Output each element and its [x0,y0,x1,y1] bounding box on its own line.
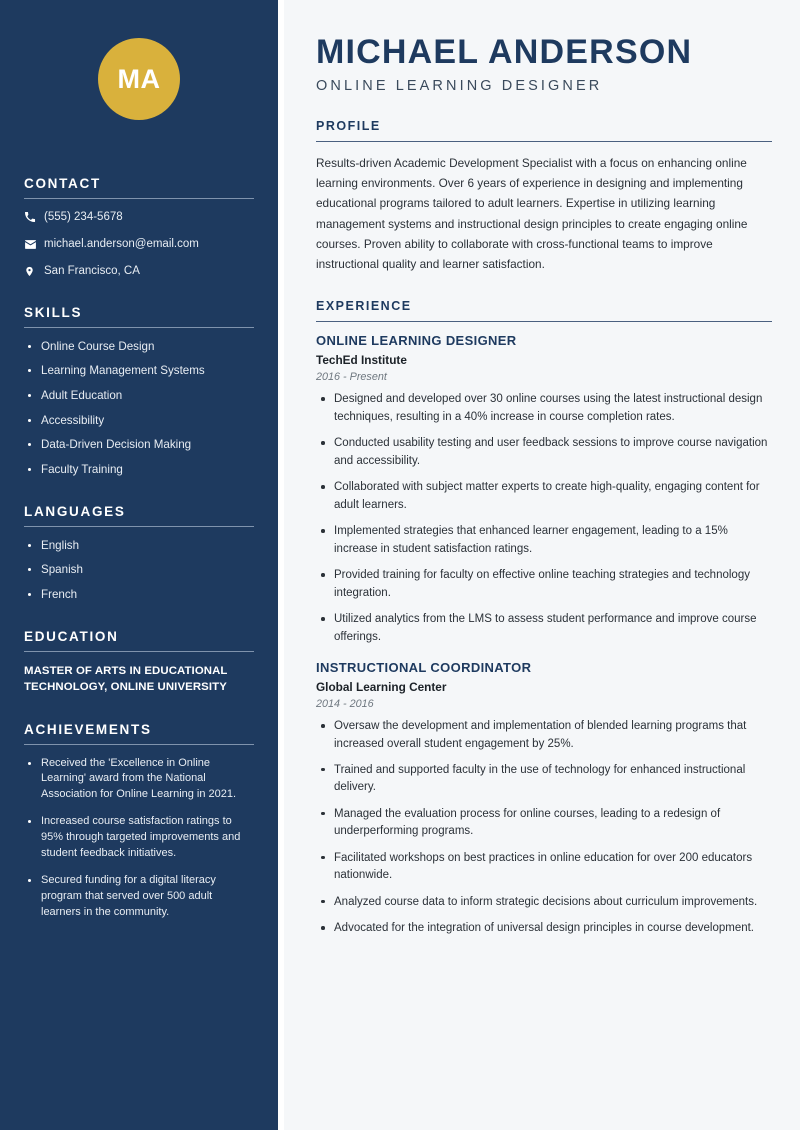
list-item: Trained and supported faculty in the use of technology for enhanced instructional delivery. [316,762,772,797]
list-item: Facilitated workshops on best practices in online education for over 200 educators nationwide. [316,850,772,885]
list-item: Received the 'Excellence in Online Learning' award from the National Association for Online Learning in 2021. [24,756,254,803]
profile-text: Results-driven Academic Development Specialist with a focus on enhancing online learning environments. Over 6 years of experience in designing and implementing educational programs tailored to adult learners. Expertise in utilizing learning management systems and instructional design principles to create engaging online courses. Proven ability to collaborate with cross-functional teams to improve instructional quality and learner satisfaction. [316,155,748,272]
job-title: INSTRUCTIONAL COORDINATOR [316,660,532,676]
experience-heading: EXPERIENCE [316,299,412,314]
contact-email[interactable] [24,237,254,252]
avatar [98,38,180,120]
contact-email-value: michael.anderson@email.com [44,237,199,250]
languages-list [24,538,254,603]
list-item: Faculty Training [24,462,254,478]
section-contact [24,176,254,279]
job-dates: 2014 - 2016 [316,698,374,711]
list-item: Analyzed course data to inform strategic decisions about curriculum improvements. [316,894,772,911]
skills-heading: SKILLS [24,304,83,320]
education-entry: MASTER OF ARTS IN EDUCATIONAL TECHNOLOGY, ONLINE UNIVERSITY [24,664,228,694]
list-item: Collaborated with subject matter experts to create high-quality, engaging content for adult learners. [316,479,772,514]
avatar-wrapper [24,0,254,130]
list-item: Adult Education [24,388,254,404]
section-skills [24,305,254,478]
experience-entry [316,333,772,646]
contact-heading: CONTACT [24,176,101,191]
sidebar [0,0,278,1130]
list-item: French [24,587,254,603]
phone-icon [24,211,44,223]
job-bullet-list [316,391,772,646]
section-experience [316,299,772,937]
achievements-list [24,756,254,920]
section-profile [316,119,772,275]
list-item: Advocated for the integration of universal design principles in course development. [316,920,772,937]
job-company: TechEd Institute [316,353,407,368]
list-item: Implemented strategies that enhanced learner engagement, leading to a 15% increase in student satisfaction ratings. [316,523,772,558]
profile-heading: PROFILE [316,118,381,133]
skills-list [24,339,254,478]
section-education [24,629,254,696]
job-company: Global Learning Center [316,680,447,695]
education-heading: EDUCATION [24,628,119,644]
contact-location[interactable] [24,264,254,279]
list-item: Designed and developed over 30 online courses using the latest instructional design techniques, resulting in a 40% increase in course completion rates. [316,391,772,426]
job-title: ONLINE LEARNING DESIGNER [316,333,517,349]
contact-phone-value: (555) 234-5678 [44,211,123,223]
list-item: Conducted usability testing and user feedback sessions to improve course navigation and accessibility. [316,435,772,470]
experience-entry [316,660,772,938]
list-item: Utilized analytics from the LMS to assess student performance and improve course offerings. [316,611,772,646]
envelope-icon [24,238,44,251]
list-item: Provided training for faculty on effective online teaching strategies and technology integration. [316,567,772,602]
contact-location-value: San Francisco, CA [44,264,140,277]
section-achievements [24,722,254,920]
map-pin-icon [24,265,44,278]
job-dates: 2016 - Present [316,371,387,384]
list-item: Spanish [24,562,254,578]
job-subtitle: ONLINE LEARNING DESIGNER [316,77,603,94]
languages-heading: LANGUAGES [24,503,126,519]
job-bullet-list [316,718,772,938]
avatar-initials: MA [117,63,161,94]
list-item: Secured funding for a digital literacy program that served over 500 adult learners in the community. [24,873,254,920]
education-divider [24,651,254,652]
page-title: MICHAEL ANDERSON [316,33,693,71]
list-item: Online Course Design [24,339,254,355]
experience-divider [316,321,772,322]
list-item: English [24,538,254,554]
list-item: Oversaw the development and implementation of blended learning programs that increased overall student engagement by 25%. [316,718,772,753]
main-content [284,0,800,1130]
list-item: Learning Management Systems [24,363,254,379]
list-item: Managed the evaluation process for online courses, leading to a redesign of underperforming programs. [316,806,772,841]
languages-divider [24,526,254,527]
achievements-divider [24,744,254,745]
contact-divider [24,198,254,199]
achievements-heading: ACHIEVEMENTS [24,721,152,737]
profile-divider [316,141,772,142]
list-item: Accessibility [24,413,254,429]
list-item: Increased course satisfaction ratings to 95% through targeted improvements and student feedback initiatives. [24,814,254,861]
contact-phone[interactable] [24,210,254,225]
section-languages [24,504,254,603]
list-item: Data-Driven Decision Making [24,437,254,453]
skills-divider [24,327,254,328]
